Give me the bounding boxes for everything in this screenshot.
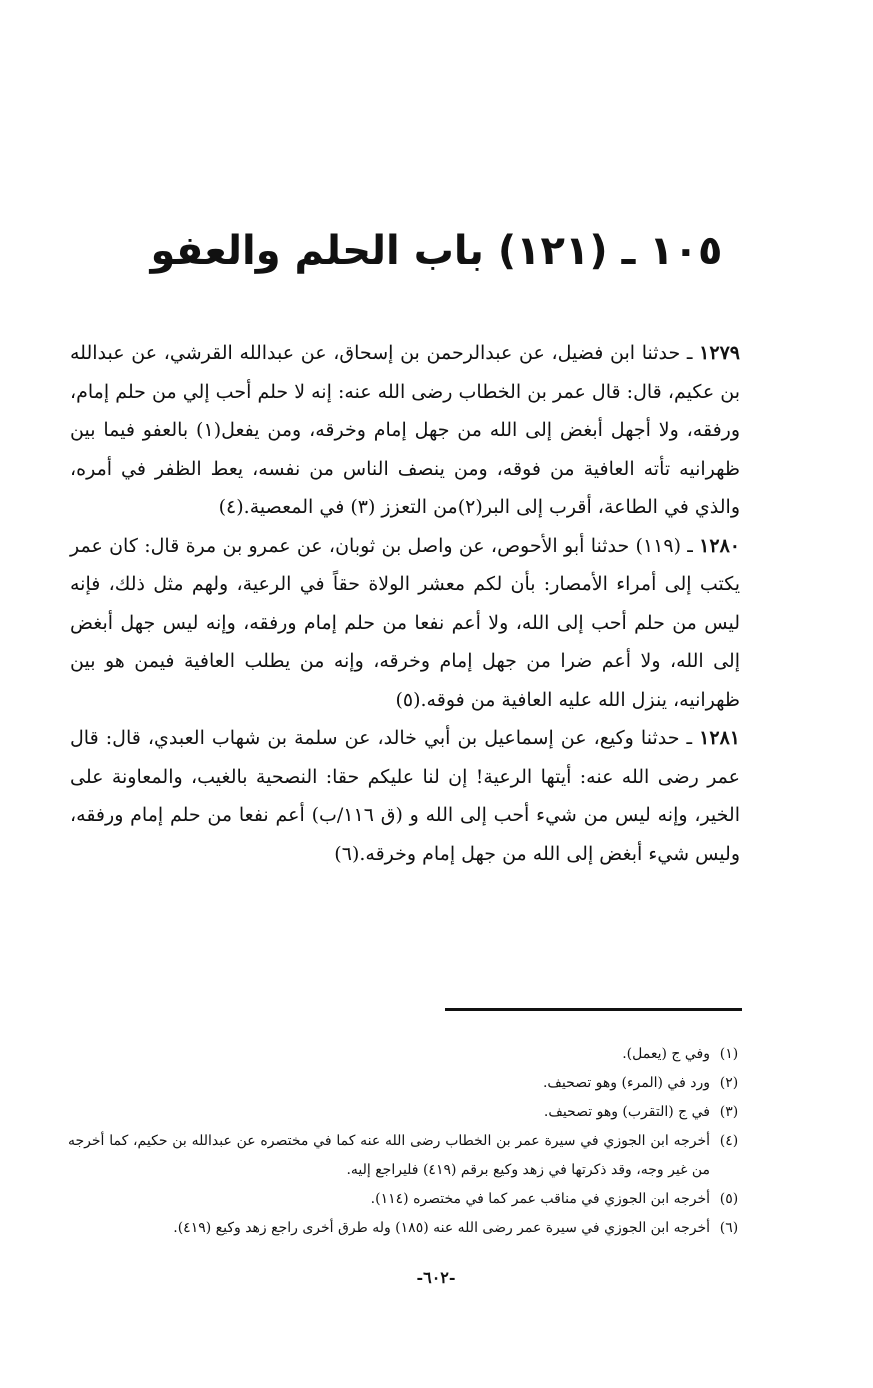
- footnotes: [68, 1040, 748, 1243]
- footnote-number: (٤): [719, 1133, 739, 1149]
- hadith-number: ١٢٨١: [699, 727, 740, 749]
- footnote-item: [68, 1185, 748, 1214]
- hadith-text: ـ حدثنا ابن فضيل، عن عبدالرحمن بن إسحاق، عن عبدالله القرشي، عن عبدالله بن عكيم، قال: قال عمر بن الخطاب رضى الله عنه: إنه لا حلم أحب إلي من حلم إمام، ورفقه، ولا أجهل أبغض إلى الله من جهل إمام وخرقه، ومن يفعل(١) بالعفو فيما بين ظهرانيه تأته العافية من فوقه، ومن ينصف الناس من نفسه، يعط الظفر في أمره، والذي في الطاعة، أقرب إلى البر(٢)من التعزز (٣) في المعصية.(٤): [70, 342, 740, 518]
- chapter-title: ١٠٥ ـ (١٢١) باب الحلم والعفو: [150, 228, 723, 274]
- footnote-number: (٥): [719, 1191, 739, 1207]
- footnote-number: (١): [719, 1046, 739, 1062]
- footnote-text: ورد في (المرء) وهو تصحيف.: [542, 1075, 710, 1091]
- footnote-text: أخرجه ابن الجوزي في مناقب عمر كما في مختصره (١١٤).: [370, 1191, 710, 1207]
- footnote-text: وفي ج (يعمل).: [622, 1046, 710, 1062]
- footnote-text: في ج (التقرب) وهو تصحيف.: [543, 1104, 710, 1120]
- footnote-item: [68, 1098, 748, 1127]
- footnote-item: [68, 1214, 748, 1243]
- footnote-number: (٦): [719, 1220, 739, 1236]
- hadith-number: ١٢٨٠: [699, 534, 740, 557]
- footnote-item: [68, 1127, 748, 1185]
- footnote-text: أخرجه ابن الجوزي في سيرة عمر بن الخطاب رضى الله عنه كما في مختصره عن عبدالله بن حكيم، كما أخرجه من غير وجه، وقد ذكرتها في زهد وكيع برقم (٤١٩) فليراجع إليه.: [68, 1133, 710, 1178]
- hadith-1281: [70, 719, 740, 873]
- hadith-text: ـ (١١٩) حدثنا أبو الأحوص، عن واصل بن ثوبان، عن عمرو بن مرة قال: كان عمر يكتب إلى أمراء الأمصار: بأن لكم معشر الولاة حقاً في الرعية، ولهم مثل ذلك، فإنه ليس من حلم أحب إلى الله، ولا أعم نفعا من حلم إمام ورفقه، وإنه ليس جهل أبغض إلى الله، ولا أعم ضرا من جهل إمام وخرقه، وإنه من يطلب العافية فيمن هو بين ظهرانيه، ينزل الله عليه العافية من فوقه.(٥): [70, 534, 741, 711]
- hadith-1279: [70, 334, 740, 527]
- footnote-number: (٣): [719, 1104, 739, 1120]
- main-text: [70, 334, 740, 873]
- footnote-item: [68, 1040, 748, 1069]
- footnote-divider: [445, 1008, 742, 1011]
- footnote-number: (٢): [719, 1075, 739, 1091]
- footnote-item: [68, 1069, 748, 1098]
- page-number: -٦٠٢-: [416, 1268, 456, 1287]
- hadith-1280: [70, 527, 740, 720]
- footnote-text: أخرجه ابن الجوزي في سيرة عمر رضى الله عنه (١٨٥) وله طرق أخرى راجع زهد وكيع (٤١٩).: [173, 1220, 710, 1236]
- hadith-number: ١٢٧٩: [699, 342, 740, 364]
- hadith-text: ـ حدثنا وكيع، عن إسماعيل بن أبي خالد، عن سلمة بن شهاب العبدي، قال: قال عمر رضى الله عنه: أيتها الرعية! إن لنا عليكم حقا: النصحية بالغيب، والمعاونة على الخير، وإنه ليس من شيء أحب إلى الله و (ق ١١٦/ب) أعم نفعا من حلم إمام ورفقه، وليس شيء أبغض إلى الله من جهل إمام وخرقه.(٦): [70, 727, 740, 865]
